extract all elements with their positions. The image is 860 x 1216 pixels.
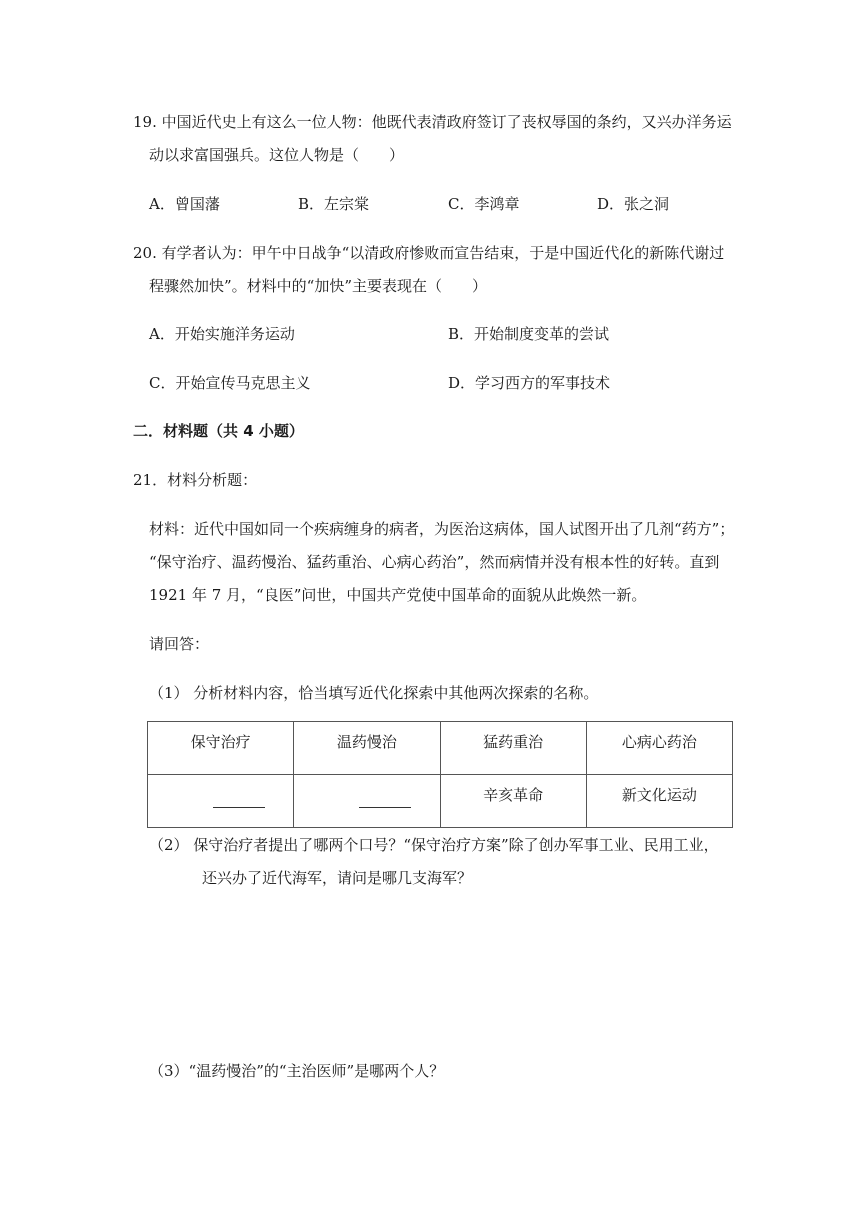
q21-sub1: （1） 分析材料内容，恰当填写近代化探索中其他两次探索的名称。 xyxy=(149,684,599,702)
q19-option-d[interactable]: D．张之洞 xyxy=(597,195,670,213)
q19-stem-line1: 19. 中国近代史上有这么一位人物：他既代表清政府签订了丧权辱国的条约，又兴办洋务运 xyxy=(133,113,732,131)
q19-option-c[interactable]: C．李鸿章 xyxy=(448,195,520,213)
answer-blank-1[interactable] xyxy=(213,785,265,808)
q21-material-line2: “保守治疗、温药慢治、猛药重治、心病心药治”，然而病情并没有根本性的好转。直到 xyxy=(149,553,720,571)
section-heading: 二．材料题（共 4 小题） xyxy=(133,422,304,440)
q20-option-c[interactable]: C．开始宣传马克思主义 xyxy=(149,374,311,392)
q21-prompt: 请回答： xyxy=(149,635,210,653)
q21-sub3: （3）“温药慢治”的“主治医师”是哪两个人？ xyxy=(149,1062,445,1080)
table-answer-cell: 新文化运动 xyxy=(586,775,732,828)
answer-cell-1[interactable] xyxy=(148,775,294,828)
q20-stem-line1: 20. 有学者认为：甲午中日战争“以清政府惨败而宣告结束，于是中国近代化的新陈代谢过 xyxy=(133,244,725,262)
table-header-row xyxy=(148,722,733,775)
q21-material-line3: 1921 年 7 月，“良医”问世，中国共产党使中国革命的面貌从此焕然一新。 xyxy=(149,586,647,604)
q20-option-b[interactable]: B．开始制度变革的尝试 xyxy=(448,325,610,343)
q21-sub2-line1: （2） 保守治疗者提出了哪两个口号？“保守治疗方案”除了创办军事工业、民用工业， xyxy=(149,836,719,854)
q19-option-b[interactable]: B．左宗棠 xyxy=(298,195,370,213)
exploration-table xyxy=(147,721,733,828)
q20-option-d[interactable]: D．学习西方的军事技术 xyxy=(448,374,611,392)
answer-blank-2[interactable] xyxy=(359,785,411,808)
table-answer-row xyxy=(148,775,733,828)
q20-stem-line2: 程骤然加快”。材料中的“加快”主要表现在（ ） xyxy=(149,277,488,295)
answer-cell-2[interactable] xyxy=(294,775,440,828)
q21-title: 21．材料分析题： xyxy=(133,471,258,489)
q21-material-line1: 材料：近代中国如同一个疾病缠身的病者，为医治这病体，国人试图开出了几剂“药方”； xyxy=(149,520,735,538)
table-header-cell: 温药慢治 xyxy=(294,722,440,775)
table-header-cell: 保守治疗 xyxy=(148,722,294,775)
q19-stem-line2: 动以求富国强兵。这位人物是（ ） xyxy=(149,146,405,164)
q20-option-a[interactable]: A．开始实施洋务运动 xyxy=(149,325,295,343)
q19-option-a[interactable]: A．曾国藩 xyxy=(149,195,220,213)
table-header-cell: 猛药重治 xyxy=(440,722,586,775)
q21-sub2-line2: 还兴办了近代海军，请问是哪几支海军？ xyxy=(202,869,473,887)
table-answer-cell: 辛亥革命 xyxy=(440,775,586,828)
table-header-cell: 心病心药治 xyxy=(586,722,732,775)
